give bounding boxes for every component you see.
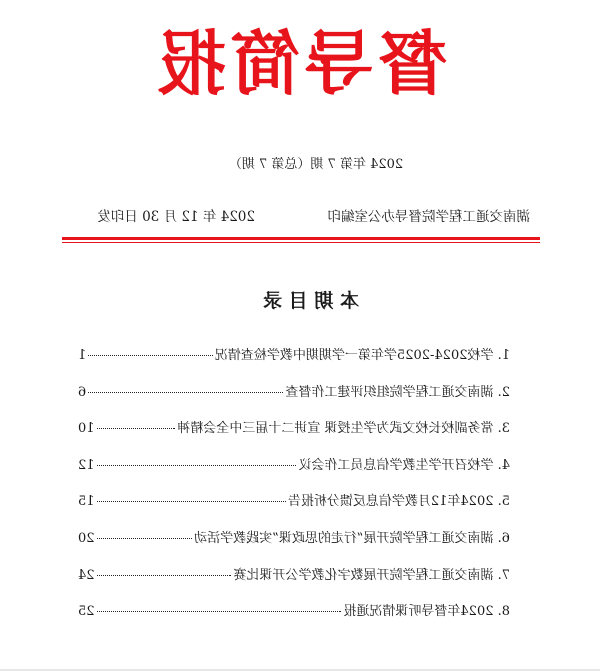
toc-dot-leader xyxy=(97,465,297,466)
toc-item-7 xyxy=(78,567,510,604)
toc-item-label: 5. 2024年12月教学信息反馈分析报告 xyxy=(287,494,510,510)
toc-dot-leader xyxy=(97,428,176,429)
toc-item-2 xyxy=(78,384,510,421)
toc-item-label: 2. 湖南交通工程学院组织评建工作督查 xyxy=(285,384,510,400)
toc-heading: 本 期 目 录 xyxy=(263,290,359,312)
issue-number: 2024 年第 7 期（总第 7 期） xyxy=(228,157,404,172)
toc-item-8 xyxy=(78,603,510,640)
toc-dot-leader xyxy=(97,611,342,612)
toc-page-number: 12 xyxy=(78,457,95,473)
toc-item-1 xyxy=(78,347,510,384)
toc-item-label: 3. 常务副校长校文武为学生授课 宣讲二十届三中全会精神 xyxy=(177,421,510,437)
toc-dot-leader xyxy=(88,392,283,393)
publish-date: 2024 年 12 月 30 日印发 xyxy=(97,209,255,225)
toc-item-4 xyxy=(78,457,510,494)
table-of-contents xyxy=(78,347,510,640)
toc-page-number: 1 xyxy=(78,348,87,363)
toc-dot-leader xyxy=(97,538,193,539)
toc-page-number: 10 xyxy=(78,421,95,437)
toc-dot-leader xyxy=(97,501,286,502)
toc-item-5 xyxy=(78,493,510,530)
toc-page-number: 24 xyxy=(78,567,95,583)
red-rule-thin xyxy=(62,242,540,243)
toc-item-label: 8. 2024年督导听课情况通报 xyxy=(343,604,510,620)
toc-page-number: 20 xyxy=(78,530,95,546)
toc-dot-leader xyxy=(97,575,232,576)
toc-item-label: 4. 学校召开学生教学信息员工作会议 xyxy=(298,457,510,473)
toc-item-3 xyxy=(78,420,510,457)
toc-page-number: 25 xyxy=(78,604,95,620)
toc-dot-leader xyxy=(88,355,213,356)
red-rule-thick xyxy=(62,237,540,240)
toc-item-label: 7. 湖南交通工程学院开展数字化教学公开课比赛 xyxy=(233,567,510,583)
toc-page-number: 6 xyxy=(78,384,87,400)
toc-item-6 xyxy=(78,530,510,567)
toc-item-label: 6. 湖南交通工程学院开展“行走的思政课”实践教学活动 xyxy=(194,530,510,546)
toc-page-number: 15 xyxy=(78,494,95,510)
publisher-line: 湖南交通工程学院督导办公室编印 xyxy=(327,209,530,225)
bulletin-title: 督导简报 xyxy=(152,23,448,105)
toc-item-label: 1. 学校2024-2025学年第一学期期中教学检查情况 xyxy=(214,348,510,363)
